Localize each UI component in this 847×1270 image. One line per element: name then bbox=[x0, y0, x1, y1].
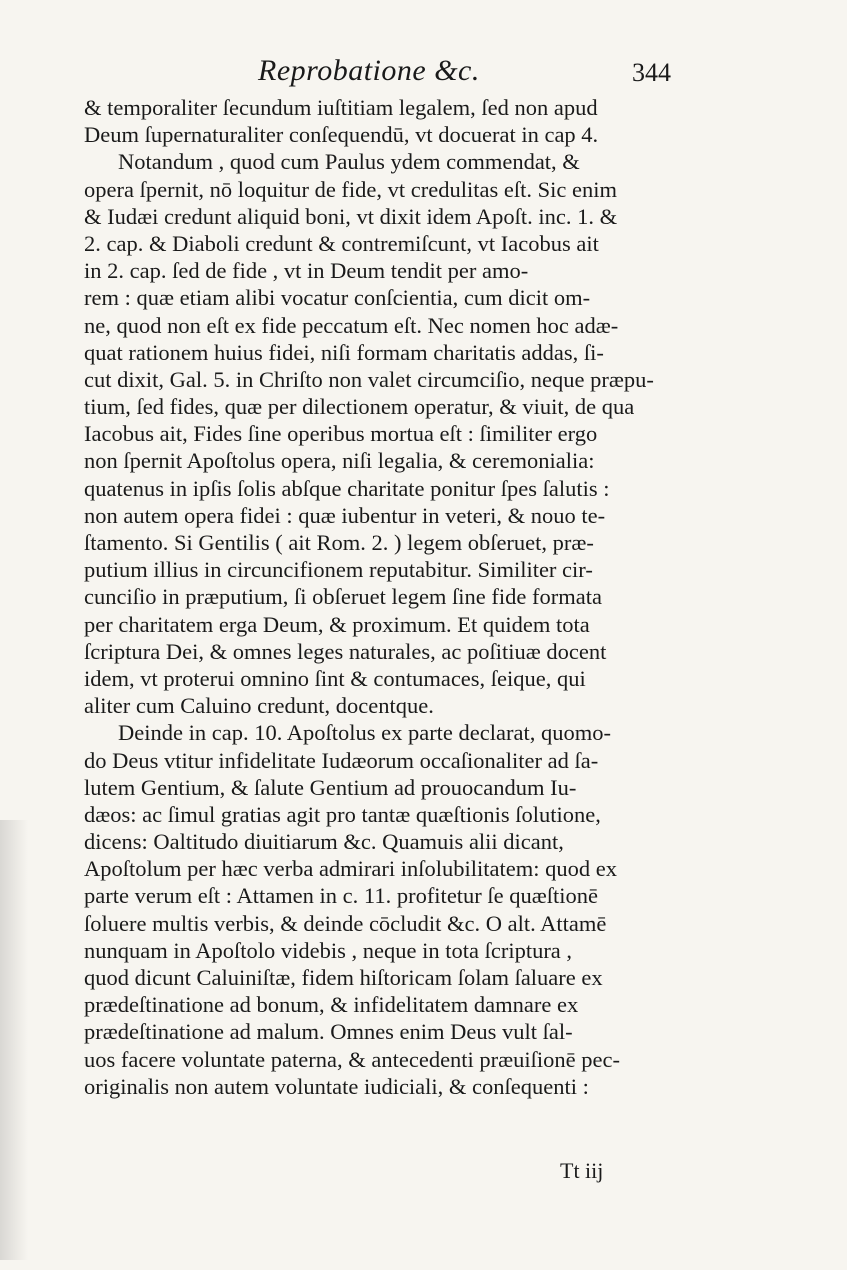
text-line: rem : quæ etiam alibi vocatur conſcientia, cum dicit om- bbox=[84, 285, 591, 311]
text-line: tium, ſed fides, quæ per dilectionem operatur, & viuit, de qua bbox=[84, 394, 635, 420]
text-line: uos facere voluntate paterna, & antecedenti præuiſionē pec- bbox=[84, 1046, 621, 1072]
text-line: 2. cap. & Diaboli credunt & contremiſcunt, vt Iacobus ait bbox=[84, 230, 599, 256]
page-header bbox=[0, 52, 847, 92]
text-line: quatenus in ipſis ſolis abſque charitate ponitur ſpes ſalutis : bbox=[84, 475, 610, 501]
margin-stain bbox=[0, 820, 28, 1260]
text-line: idem, vt proterui omnino ſint & contumaces, ſeique, qui bbox=[84, 665, 586, 691]
text-line: parte verum eſt : Attamen in c. 11. profitetur ſe quæſtionē bbox=[84, 883, 599, 909]
text-line: dæos: ac ſimul gratias agit pro tantæ quæſtionis ſolutione, bbox=[84, 801, 601, 827]
running-head: Reprobatione &c. bbox=[258, 54, 480, 87]
text-line: do Deus vtitur infidelitate Iudæorum occaſionaliter ad ſa- bbox=[84, 747, 599, 773]
text-line: Iacobus ait, Fides ſine operibus mortua eſt : ſimiliter ergo bbox=[84, 421, 598, 447]
text-line: per charitatem erga Deum, & proximum. Et quidem tota bbox=[84, 611, 590, 637]
text-line: nunquam in Apoſtolo videbis , neque in tota ſcriptura , bbox=[84, 937, 573, 963]
text-line: ſcriptura Dei, & omnes leges naturales, ac poſitiuæ docent bbox=[84, 638, 607, 664]
text-line: non ſpernit Apoſtolus opera, niſi legalia, & ceremonialia: bbox=[84, 448, 595, 474]
signature-mark: Tt iij bbox=[560, 1158, 604, 1183]
text-line: lutem Gentium, & ſalute Gentium ad prouocandum Iu- bbox=[84, 774, 577, 800]
text-line: aliter cum Caluino credunt, docentque. bbox=[84, 693, 434, 719]
text-line: ne, quod non eſt ex fide peccatum eſt. Nec nomen hoc adæ- bbox=[84, 312, 619, 338]
text-line: Apoſtolum per hæc verba admirari inſolubilitatem: quod ex bbox=[84, 856, 618, 882]
text-line: quat rationem huius fidei, niſi formam charitatis addas, ſi- bbox=[84, 339, 604, 365]
text-line: & temporaliter ſecundum iuſtitiam legalem, ſed non apud bbox=[84, 95, 598, 120]
text-line: ſtamento. Si Gentilis ( ait Rom. 2. ) legem obſeruet, præ- bbox=[84, 530, 594, 555]
text-line: & Iudæi credunt aliquid boni, vt dixit idem Apoſt. inc. 1. & bbox=[84, 203, 618, 229]
body-text bbox=[84, 94, 706, 1100]
text-line: opera ſpernit, nō loquitur de fide, vt credulitas eſt. Sic enim bbox=[84, 176, 617, 202]
text-line: Deinde in cap. 10. Apoſtolus ex parte declarat, quomo- bbox=[118, 720, 611, 746]
text-line: non autem opera fidei : quæ iubentur in veteri, & nouo te- bbox=[84, 502, 606, 528]
text-line: Notandum , quod cum Paulus ydem commendat, & bbox=[118, 149, 580, 175]
text-line: quod dicunt Caluiniſtæ, fidem hiſtoricam ſolam ſaluare ex bbox=[84, 965, 603, 990]
text-line: dicens: Oaltitudo diuitiarum &c. Quamuis alii dicant, bbox=[84, 829, 564, 855]
page-number: 344 bbox=[632, 58, 671, 87]
text-line: Deum ſupernaturaliter conſequendū, vt docuerat in cap 4. bbox=[84, 122, 599, 148]
text-line: cunciſio in præputium, ſi obſeruet legem ſine fide formata bbox=[84, 584, 602, 610]
text-line: prædeſtinatione ad malum. Omnes enim Deus vult ſal- bbox=[84, 1019, 573, 1045]
text-line: prædeſtinatione ad bonum, & infidelitatem damnare ex bbox=[84, 992, 579, 1018]
text-line: putium illius in circuncifionem reputabitur. Similiter cir- bbox=[84, 557, 593, 583]
page-footer bbox=[0, 1158, 847, 1190]
text-line: originalis non autem voluntate iudiciali, & conſequenti : bbox=[84, 1073, 589, 1099]
text-line: cut dixit, Gal. 5. in Chriſto non valet circumciſio, neque præpu- bbox=[84, 366, 654, 392]
text-line: ſoluere multis verbis, & deinde cōcludit &c. O alt. Attamē bbox=[84, 910, 607, 936]
text-line: in 2. cap. ſed de fide , vt in Deum tendit per amo- bbox=[84, 258, 529, 284]
